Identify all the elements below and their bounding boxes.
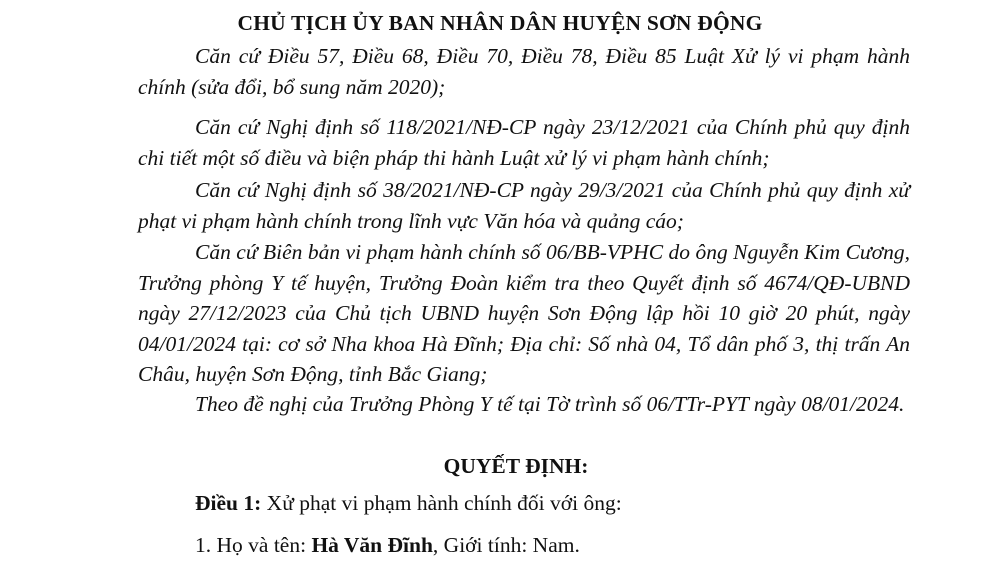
preamble-paragraph-2: Căn cứ Nghị định số 118/2021/NĐ-CP ngày 23/12/2021 của Chính phủ quy định chi tiết một số điều và biện pháp thi hành Luật xử lý vi phạm hành chính; xyxy=(138,115,910,170)
preamble-paragraph-4: Căn cứ Biên bản vi phạm hành chính số 06/BB-VPHC do ông Nguyễn Kim Cương, Trưởng phòng Y tế huyện, Trưởng Đoàn kiểm tra theo Quyết định số 4674/QĐ-UBND ngày 27/12/2023 của Chủ tịch UBND huyện Sơn Động lập hồi 10 giờ 20 phút, ngày 04/01/2024 tại: cơ sở Nha khoa Hà Đĩnh; Địa chỉ: Số nhà 04, Tổ dân phố 3, thị trấn An Châu, huyện Sơn Động, tỉnh Bắc Giang; xyxy=(138,240,910,386)
article-1 xyxy=(195,488,622,518)
preamble-paragraph-1: Căn cứ Điều 57, Điều 68, Điều 70, Điều 78, Điều 85 Luật Xử lý vi phạm hành chính (sửa đổi, bổ sung năm 2020); xyxy=(138,44,910,99)
decision-heading: QUYẾT ĐỊNH: xyxy=(443,454,589,478)
item-1-line xyxy=(195,530,580,560)
preamble-paragraph-3: Căn cứ Nghị định số 38/2021/NĐ-CP ngày 29/3/2021 của Chính phủ quy định xử phạt vi phạm hành chính trong lĩnh vực Văn hóa và quảng cáo; xyxy=(138,178,910,233)
article-1-label: Điều 1: xyxy=(195,491,262,515)
document-title: CHỦ TỊCH ỦY BAN NHÂN DÂN HUYỆN SƠN ĐỘNG xyxy=(237,11,763,35)
item-1-suffix: , Giới tính: Nam. xyxy=(432,533,580,557)
article-1-text: Xử phạt vi phạm hành chính đối với ông: xyxy=(261,491,622,515)
person-name: Hà Văn Đĩnh xyxy=(311,533,433,557)
item-1-prefix: 1. Họ và tên: xyxy=(195,533,312,557)
preamble-paragraph-5: Theo đề nghị của Trưởng Phòng Y tế tại Tờ trình số 06/TTr-PYT ngày 08/01/2024. xyxy=(195,392,905,416)
